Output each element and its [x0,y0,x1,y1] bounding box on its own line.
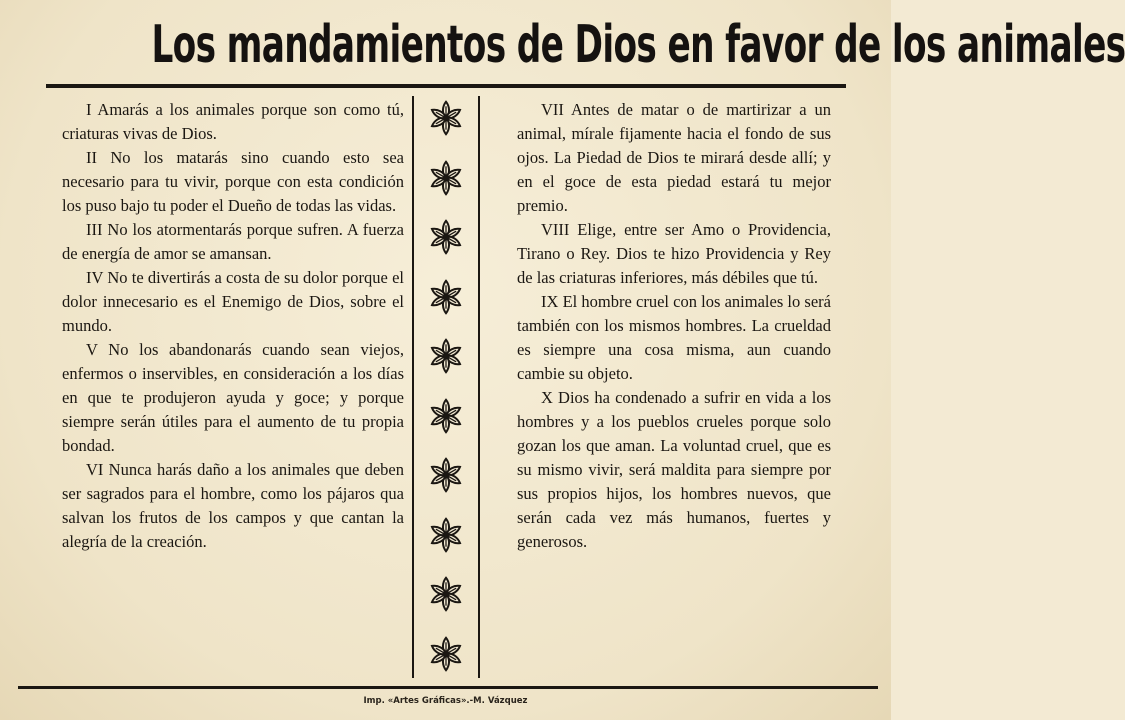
page-title: Los mandamientos de Dios en favor de los animales [151,15,1125,75]
bottom-rule [18,686,878,689]
flower-star-icon [428,636,464,672]
commandment-9: IX El hombre cruel con los animales lo será también con los mismos hombres. La crueldad es siempre una cosa misma, aun cuando cambie su objeto. [517,292,831,383]
commandment-1: I Amarás a los animales porque son como tú, criaturas vivas de Dios. [62,100,404,143]
title-underline [46,84,846,88]
commandment-2: II No los matarás sino cuando esto sea necesario para tu vivir, porque con esta condición los puso bajo tu poder el Dueño de todas las vidas. [62,148,404,215]
flower-star-icon [428,576,464,612]
commandment-5: V No los abandonarás cuando sean viejos, enfermos o inservibles, en consideración a los días en que te produjeron ayuda y goce; y porque siempre serán útiles para el aumento de tu propia bondad. [62,340,404,455]
commandment-4: IV No te divertirás a costa de su dolor porque el dolor innecesario es el Enemigo de Dios, sobre el mundo. [62,268,404,335]
commandment-7: VII Antes de matar o de martirizar a un animal, mírale fijamente hacia el fondo de sus ojos. La Piedad de Dios te mirará desde allí; y en el goce de esta piedad estará tu mejor premio. [517,100,831,215]
commandment-6: VI Nunca harás daño a los animales que deben ser sagrados para el hombre, como los pájaros qua salvan los frutos de los campos y que cantan la alegría de la creación. [62,460,404,551]
printer-imprint: Imp. «Artes Gráficas».-M. Vázquez [363,696,528,706]
flower-star-icon [428,160,464,196]
flower-star-icon [428,279,464,315]
flower-star-icon [428,100,464,136]
flower-star-icon [428,398,464,434]
flower-star-icon [428,338,464,374]
flower-star-icon [428,457,464,493]
left-column [62,98,404,554]
flower-star-icon [428,219,464,255]
commandment-8: VIII Elige, entre ser Amo o Providencia, Tirano o Rey. Dios te hizo Providencia y Rey de las criaturas inferiores, más débiles que tú. [517,220,831,287]
commandment-3: III No los atormentarás porque sufren. A fuerza de energía de amor se amansan. [62,220,404,263]
ornament-column [420,98,472,678]
flower-star-icon [428,517,464,553]
column-divider-left [412,96,414,678]
commandment-10: X Dios ha condenado a sufrir en vida a los hombres y a los pueblos crueles porque solo gozan los que aman. La voluntad cruel, que es su mismo vivir, será maldita para siempre por sus propios hijos, los hombres nuevos, que serán cada vez más humanos, fuertes y generosos. [517,388,831,551]
column-divider-right [478,96,480,678]
right-column [517,98,831,554]
